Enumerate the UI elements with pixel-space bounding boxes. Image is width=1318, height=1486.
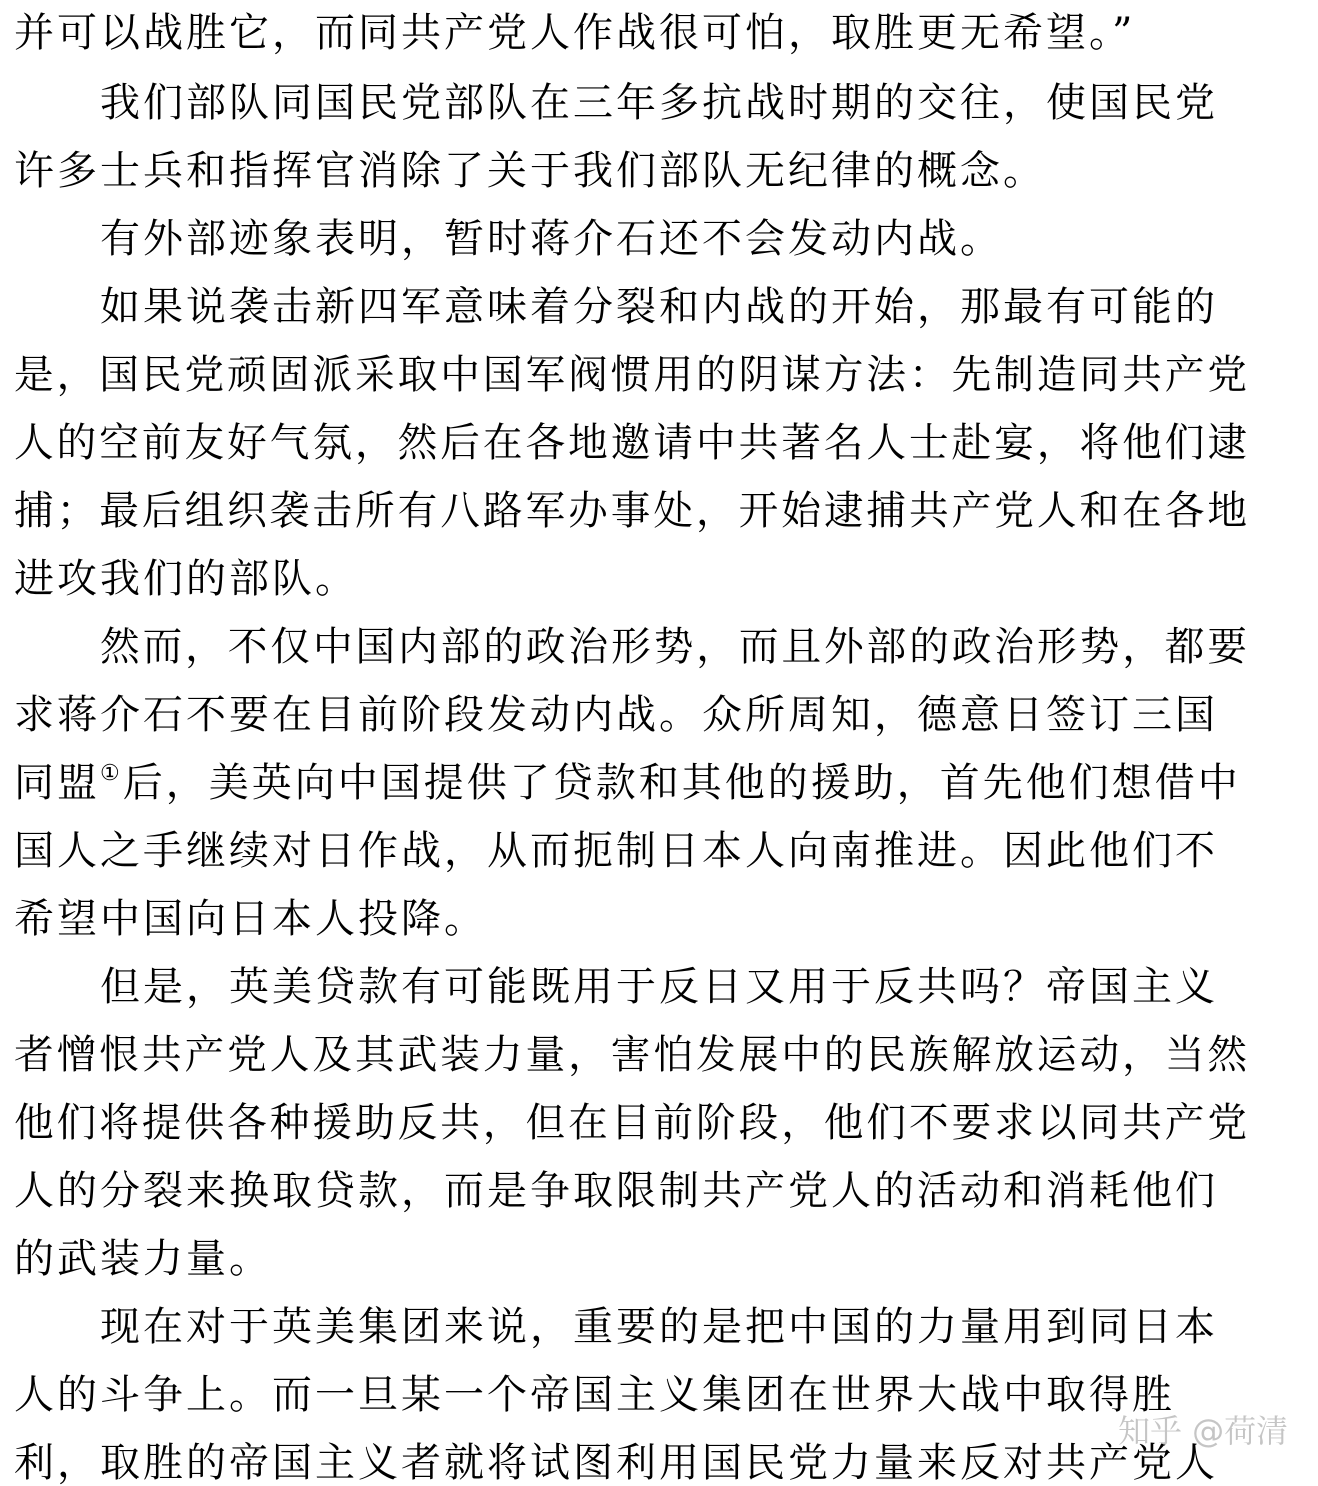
text-line: 的武装力量。 <box>14 1236 272 1282</box>
text-line: 如果说袭击新四军意味着分裂和内战的开始，那最有可能的 <box>100 284 1218 330</box>
watermark: 知乎 @荷清 <box>1118 1412 1289 1450</box>
text-line: 但是，英美贷款有可能既用于反日又用于反共吗？帝国主义 <box>100 964 1218 1010</box>
footnote-marker: ① <box>100 761 123 786</box>
text-line: 许多士兵和指挥官消除了关于我们部队无纪律的概念。 <box>14 148 1046 194</box>
text-line: 现在对于英美集团来说，重要的是把中国的力量用到同日本 <box>100 1304 1218 1350</box>
text-line: 并可以战胜它，而同共产党人作战很可怕，取胜更无希望。” <box>14 10 1136 56</box>
text-line: 然而，不仅中国内部的政治形势，而且外部的政治形势，都要 <box>100 624 1250 670</box>
text-line: 利，取胜的帝国主义者就将试图利用国民党力量来反对共产党人 <box>14 1440 1218 1486</box>
text-line: 者憎恨共产党人及其武装力量，害怕发展中的民族解放运动，当然 <box>14 1032 1251 1078</box>
text-line: 是，国民党顽固派采取中国军阀惯用的阴谋方法：先制造同共产党 <box>14 352 1251 398</box>
text-line <box>14 760 1241 806</box>
text-line: 人的空前友好气氛，然后在各地邀请中共著名人士赴宴，将他们逮 <box>14 420 1251 466</box>
text-line: 人的斗争上。而一旦某一个帝国主义集团在世界大战中取得胜 <box>14 1372 1175 1418</box>
text-line: 进攻我们的部队。 <box>14 556 358 602</box>
text-line: 有外部迹象表明，暂时蒋介石还不会发动内战。 <box>100 216 1003 262</box>
text-line: 我们部队同国民党部队在三年多抗战时期的交往，使国民党 <box>100 80 1218 126</box>
text-line: 人的分裂来换取贷款，而是争取限制共产党人的活动和消耗他们 <box>14 1168 1218 1214</box>
text-segment: 后，美英向中国提供了贷款和其他的援助，首先他们想借中 <box>122 760 1241 806</box>
text-segment: 同盟 <box>14 760 100 806</box>
text-line: 国人之手继续对日作战，从而扼制日本人向南推进。因此他们不 <box>14 828 1218 874</box>
text-line: 希望中国向日本人投降。 <box>14 896 487 942</box>
text-line: 他们将提供各种援助反共，但在目前阶段，他们不要求以同共产党 <box>14 1100 1251 1146</box>
text-line: 求蒋介石不要在目前阶段发动内战。众所周知，德意日签订三国 <box>14 692 1218 738</box>
text-line: 捕；最后组织袭击所有八路军办事处，开始逮捕共产党人和在各地 <box>14 488 1251 534</box>
